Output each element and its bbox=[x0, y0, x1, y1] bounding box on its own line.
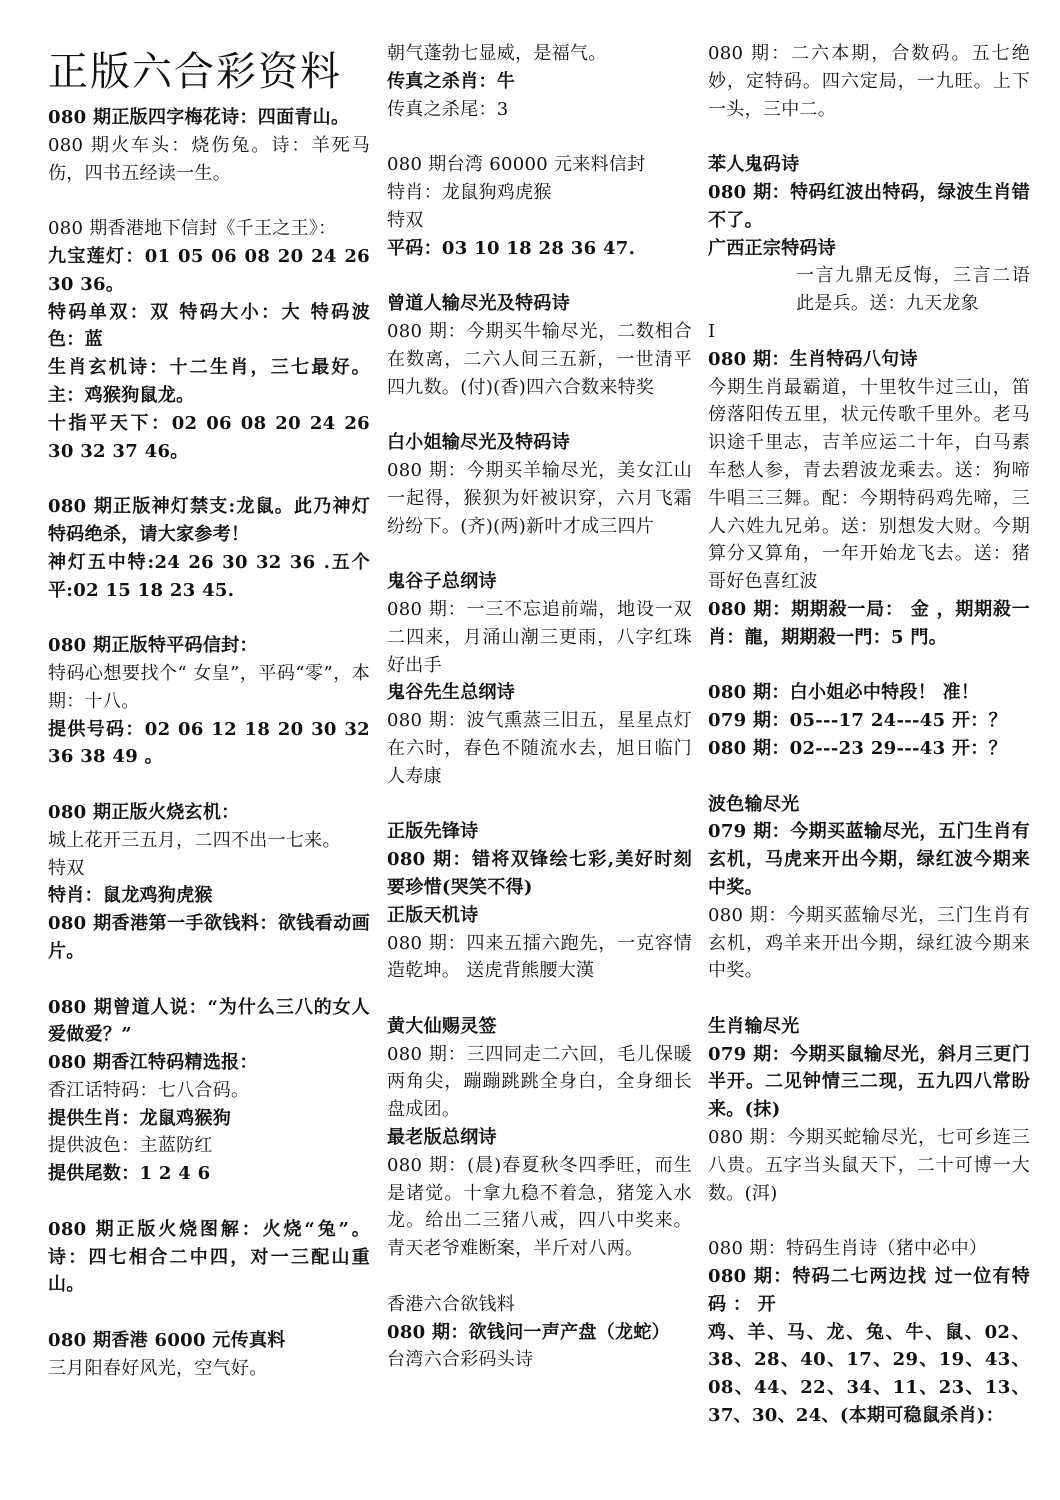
text-line: 神灯五中特:24 26 30 32 36 .五个平:02 15 18 23 45. bbox=[48, 551, 370, 601]
text-line: 079 期：今期买鼠输尽光，斜月三更门半开。二见钟情三二现，五九四八常盼来。(抹) bbox=[708, 1043, 1030, 1121]
paragraph-gap bbox=[387, 791, 692, 819]
text-line: 080 期正版特平码信封： bbox=[48, 635, 258, 657]
text-line: 079 期：05---17 24---45 开：？ bbox=[708, 710, 1007, 732]
paragraph-gap bbox=[48, 1188, 370, 1216]
text-line: 今期生肖最霸道，十里牧牛过三山，笛傍落阳传五里，状元传歌千里外。老马识途千里志，吉羊应运二十年，白马素车愁人参，青去碧波龙乘去。送：狗啼牛唱三三舞。配：今期特码鸡先啼，三人六姓九兄弟。送：别想发大财。今期算分又算角，一年开始龙飞去。送：猪哥好色喜红波 bbox=[708, 376, 1030, 593]
text-line: 提供波色：主蓝防红 bbox=[48, 1135, 213, 1157]
text-line: 080 期正版神灯禁支:龙鼠。此乃神灯特码绝杀，请大家参考！ bbox=[48, 496, 370, 545]
text-line: 080 期：02---23 29---43 开：？ bbox=[708, 737, 1007, 759]
text-line: 080 期：波气熏蒸三旧五，星星点灯在六时，春色不随流水去，旭日临门人寿康 bbox=[387, 710, 692, 787]
text-line: 苯人鬼码诗 bbox=[708, 154, 800, 176]
text-line: 特双 bbox=[48, 857, 85, 879]
text-line: 080 期曾道人说：“为什么三八的女人爱做爱？” bbox=[48, 996, 370, 1046]
paragraph-gap bbox=[387, 540, 692, 568]
paragraph-gap bbox=[48, 604, 370, 632]
text-line: 提供号码：02 06 12 18 20 30 32 36 38 49 。 bbox=[48, 718, 370, 768]
text-line: 080 期：特码二七两边找 过一位有特码 ： 开 bbox=[708, 1266, 1030, 1315]
text-line: 曾道人输尽光及特码诗 bbox=[387, 293, 570, 315]
paragraph-gap bbox=[48, 966, 370, 994]
text-line: 080 期：生肖特码八句诗 bbox=[708, 348, 918, 370]
text-line: 广西正宗特码诗 bbox=[708, 237, 837, 259]
text-line: 台湾六合彩码头诗 bbox=[387, 1349, 534, 1371]
text-line: 特码单双：双 特码大小：大 特码波色：蓝 bbox=[48, 301, 370, 351]
paragraph-gap bbox=[708, 652, 1030, 680]
column-right-content bbox=[708, 40, 1030, 1430]
text-line: 传真之杀肖：牛 bbox=[387, 70, 516, 92]
text-line: 080 期正版火烧图解：火烧“兔”。诗：四七相合二中四，对一三配山重山。 bbox=[48, 1218, 370, 1296]
text-line: 传真之杀尾：3 bbox=[387, 98, 509, 120]
text-line: 079 期：今期买蓝输尽光，五门生肖有玄机，马虎来开出今期，绿红波今期来中奖。 bbox=[708, 821, 1030, 898]
text-line: 最老版总纲诗 bbox=[387, 1127, 497, 1149]
paragraph-gap bbox=[48, 1299, 370, 1327]
paragraph-gap bbox=[387, 262, 692, 290]
text-line: 080 期火车头：烧伤兔。诗：羊死马伤，四书五经读一生。 bbox=[48, 134, 370, 184]
text-line: 鸡、羊、马、龙、兔、牛、鼠、02、38、28、40、17、29、19、43、08、44、22、34、11、23、13、37、30、24、(本期可稳鼠杀肖)： bbox=[708, 1321, 1030, 1427]
text-line: 一言九鼎无反悔，三言二语此是兵。送：九天龙象 bbox=[796, 265, 1030, 315]
paragraph-gap bbox=[387, 401, 692, 429]
text-line: 080 期：特码生肖诗（猪中必中） bbox=[708, 1238, 988, 1260]
page-title: 正版六合彩资料 bbox=[48, 49, 342, 95]
text-line: 080 期：今期买牛输尽光，二数相合在数离，二六人间三五新，一世清平四九数。(付)(香)四六合数来特奖 bbox=[387, 320, 692, 398]
column-left-content bbox=[48, 104, 370, 1383]
text-line: 三月阳春好风光，空气好。 bbox=[48, 1357, 268, 1379]
text-line: 特双 bbox=[387, 209, 424, 231]
text-line: 香江话特码：七八合码。 bbox=[48, 1079, 250, 1101]
text-line: 080 期：今期买蛇输尽光，七可乡连三八贵。五字当头鼠天下，二十可博一大数。(洱) bbox=[708, 1127, 1030, 1204]
text-line: 波色输尽光 bbox=[708, 793, 800, 815]
text-line: 特肖：龙鼠狗鸡虎猴 bbox=[387, 181, 552, 203]
text-line: 080 期：今期买羊输尽光，美女江山一起得，猴狈为奸被识穿，六月飞霜纷纷下。(齐)(两)新叶才成三四片 bbox=[387, 459, 692, 537]
text-line: 香港六合欲钱料 bbox=[387, 1293, 516, 1315]
paragraph-gap bbox=[387, 1263, 692, 1291]
text-line: 080 期香港地下信封《千王之王》： bbox=[48, 218, 337, 240]
text-line: 080 期香港第一手欲钱料：欲钱看动画片。 bbox=[48, 913, 370, 962]
text-line: 080 期：二六本期，合数码。五七绝妙，定特码。四六定局，一九旺。上下一头，三中二。 bbox=[708, 43, 1030, 120]
text-line: 080 期正版火烧玄机： bbox=[48, 801, 240, 823]
text-line: 080 期：欲钱问一声产盘（龙蛇） bbox=[387, 1321, 670, 1343]
text-line: 正版先锋诗 bbox=[387, 821, 479, 843]
text-line: 080 期：期期殺一局： 金 ，期期殺一肖：龍，期期殺一門：5 門。 bbox=[708, 598, 1030, 648]
text-line: 080 期台湾 60000 元来料信封 bbox=[387, 154, 646, 176]
text-line: 080 期：白小姐必中特段！ 准！ bbox=[708, 682, 980, 704]
text-line: 080 期香江特码精选报： bbox=[48, 1052, 258, 1074]
paragraph-gap bbox=[48, 465, 370, 493]
paragraph-gap bbox=[708, 1207, 1030, 1235]
text-line: 提供生肖：龙鼠鸡猴狗 bbox=[48, 1107, 231, 1129]
text-line: 正版天机诗 bbox=[387, 904, 479, 926]
paragraph-gap bbox=[48, 771, 370, 799]
text-line: 特码心想要找个“ 女皇”，平码“零”，本期：十八。 bbox=[48, 662, 370, 712]
text-line: 080 期：(晨)春夏秋冬四季旺，而生是诸觉。十拿九稳不着急，猪笼入水龙。给出二三猪八戒，四八中奖来。青天老爷难断案，半斤对八两。 bbox=[387, 1154, 692, 1260]
text-line: 特肖：鼠龙鸡狗虎猴 bbox=[48, 885, 213, 907]
paragraph-gap bbox=[708, 763, 1030, 791]
text-line: 平码：03 10 18 28 36 47. bbox=[387, 237, 636, 259]
text-line: 提供尾数：1 2 4 6 bbox=[48, 1163, 211, 1185]
text-line: 九宝莲灯：01 05 06 08 20 24 26 30 36。 bbox=[48, 245, 370, 295]
paragraph-gap bbox=[387, 985, 692, 1013]
text-line: 朝气蓬勃七显威，是福气。 bbox=[387, 43, 607, 64]
column-right bbox=[708, 40, 1030, 1430]
text-line: 十指平天下：02 06 08 20 24 26 30 32 37 46。 bbox=[48, 412, 370, 462]
column-middle-content bbox=[387, 40, 692, 1374]
text-line: 鬼谷先生总纲诗 bbox=[387, 682, 516, 704]
text-line: 080 期：四来五擂六跑先，一克容情造乾坤。 送虎背熊腰大漢 bbox=[387, 932, 692, 982]
column-left bbox=[48, 44, 370, 1383]
text-line: 生肖输尽光 bbox=[708, 1015, 800, 1037]
paragraph-gap bbox=[708, 123, 1030, 151]
paragraph-gap bbox=[387, 123, 692, 151]
text-line: 城上花开三五月，二四不出一七来。 bbox=[48, 829, 341, 851]
text-line: I bbox=[708, 320, 716, 342]
text-line: 鬼谷子总纲诗 bbox=[387, 571, 497, 593]
text-line: 黄大仙赐灵签 bbox=[387, 1015, 497, 1037]
text-line: 080 期香港 6000 元传真料 bbox=[48, 1330, 286, 1352]
text-line: 生肖玄机诗：十二生肖，三七最好。主：鸡猴狗鼠龙。 bbox=[48, 357, 370, 406]
text-line: 080 期：错将双锋绘七彩,美好时刻要珍惜(哭笑不得) bbox=[387, 849, 692, 898]
text-line: 080 期：一三不忘追前端，地设一双二四来，月涌山潮三更雨，八字红珠好出手 bbox=[387, 598, 692, 676]
text-line: 白小姐输尽光及特码诗 bbox=[387, 432, 570, 454]
column-middle bbox=[387, 40, 692, 1374]
paragraph-gap bbox=[708, 985, 1030, 1013]
text-line: 080 期正版四字梅花诗：四面青山。 bbox=[48, 107, 350, 128]
text-line: 080 期：今期买蓝输尽光，三门生肖有玄机，鸡羊来开出今期，绿红波今期来中奖。 bbox=[708, 904, 1030, 982]
paragraph-gap bbox=[48, 187, 370, 215]
text-line: 080 期：特码红波出特码，绿波生肖错不了。 bbox=[708, 181, 1030, 231]
text-line: 080 期：三四同走二六回，毛儿保暖两角尖，蹦蹦跳跳全身白，全身细长盘成团。 bbox=[387, 1043, 692, 1121]
